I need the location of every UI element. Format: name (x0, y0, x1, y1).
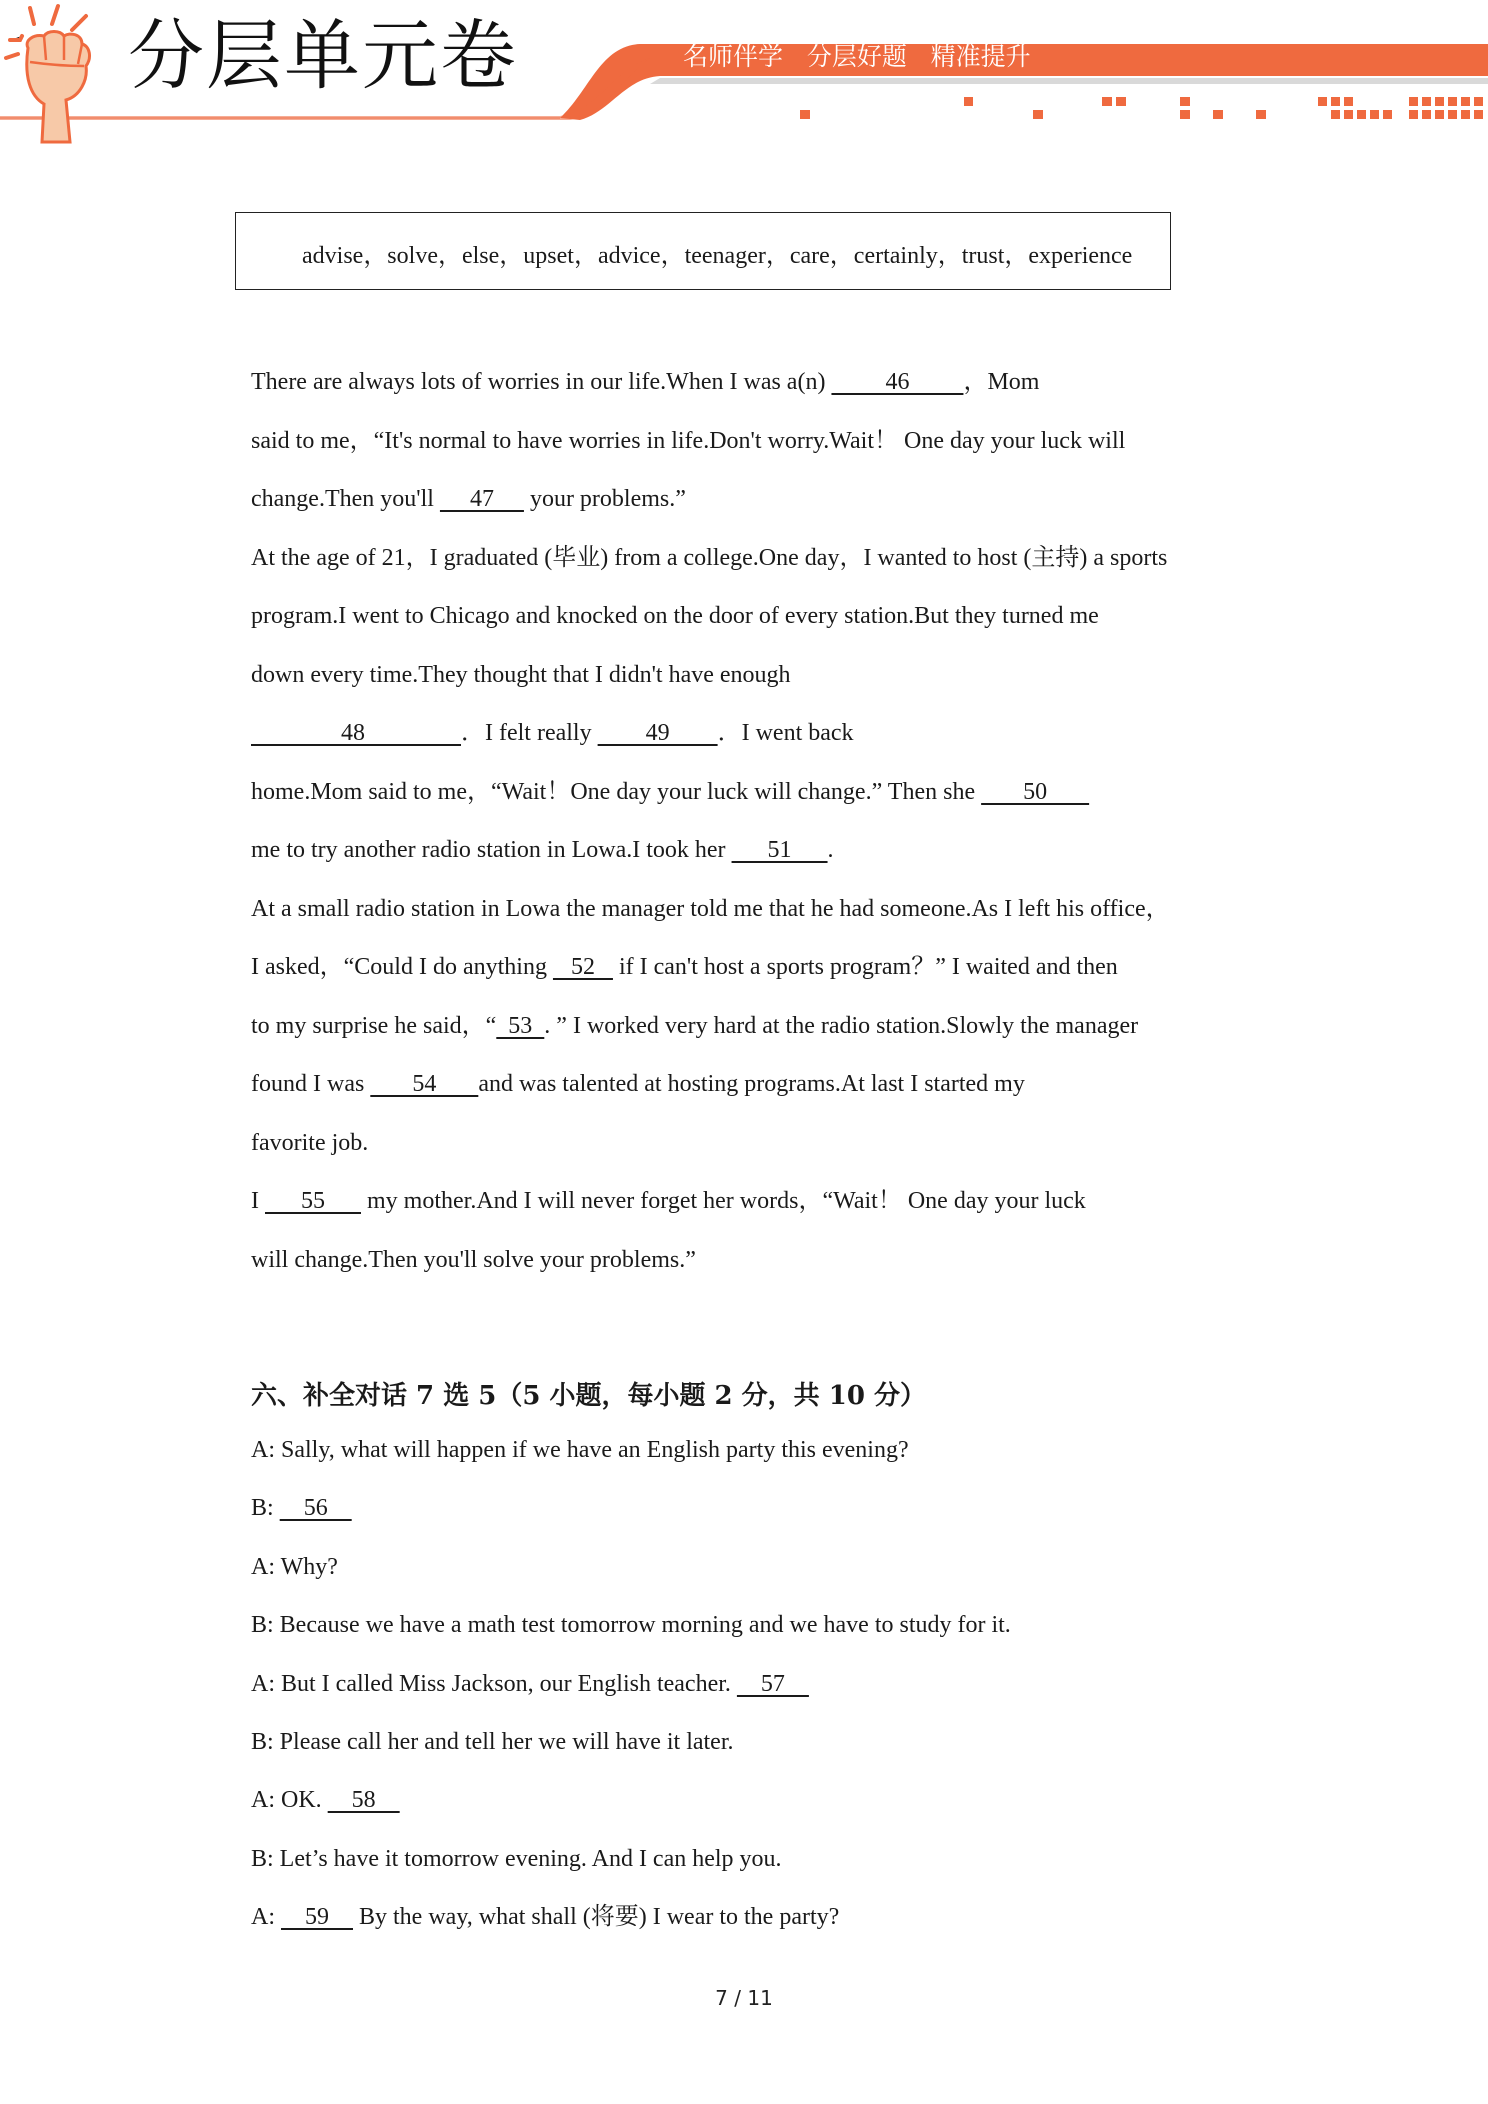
dialogue-line (251, 1780, 1241, 1838)
answer-blank[interactable]: 56 (279, 1495, 352, 1522)
answer-blank[interactable]: 52 (552, 954, 613, 980)
section-title: 六、补全对话 7 选 5（5 小题，每小题 2 分，共 10 分） (251, 1381, 926, 1411)
passage-line (251, 421, 1241, 480)
answer-blank[interactable]: 46 (831, 369, 964, 395)
passage-line (251, 1240, 1241, 1299)
text-segment: There are always lots of worries in our life.When I was a(n) (251, 369, 832, 395)
text-segment: A: (251, 1904, 281, 1931)
fist-icon (6, 6, 89, 142)
passage-line (251, 362, 1241, 421)
text-segment: your problems.” (523, 486, 686, 512)
text-segment: B: (251, 1495, 280, 1522)
dialogue-line (251, 1488, 1241, 1546)
text-segment: I asked，“Could I do anything (251, 954, 553, 980)
answer-blank[interactable]: 51 (731, 837, 828, 863)
passage-line (251, 772, 1241, 831)
dialogue-line (251, 1547, 1241, 1605)
passage-line (251, 1064, 1241, 1123)
text-segment: A: Why? (251, 1553, 338, 1580)
answer-blank[interactable]: 48 (251, 720, 461, 746)
header-slogan: 名师伴学 分层好题 精准提升 (683, 42, 1031, 71)
text-segment: if I can't host a sports program？” I waited and then (612, 954, 1118, 980)
passage-line (251, 1181, 1241, 1240)
passage-line (251, 655, 1241, 714)
passage-line (251, 596, 1241, 655)
text-segment: ．I went back (717, 720, 854, 746)
text-segment: At a small radio station in Lowa the manager told me that he had someone.As I left his office， (251, 895, 1170, 922)
answer-blank[interactable]: 58 (327, 1787, 400, 1814)
passage-line (251, 947, 1241, 1006)
text-segment: . ” I worked very hard at the radio station.Slowly the manager (544, 1012, 1139, 1039)
answer-blank[interactable]: 54 (370, 1071, 479, 1097)
passage-line (251, 1006, 1241, 1065)
answer-blank[interactable]: 57 (736, 1670, 809, 1697)
text-segment: and was talented at hosting programs.At last I started my (478, 1071, 1025, 1097)
passage-line (251, 1123, 1241, 1182)
text-segment: At the age of 21，I graduated (毕业) from a college.One day，I wanted to host (主持) a sports (251, 544, 1168, 571)
answer-blank[interactable]: 47 (439, 486, 524, 512)
text-segment: By the way, what shall (将要) I wear to the party? (353, 1904, 840, 1931)
text-segment: said to me，“It's normal to have worries in life.Don't worry.Wait！ One day your luck will (251, 427, 1126, 454)
text-segment: . (827, 837, 834, 863)
dialogue-line (251, 1897, 1241, 1955)
text-segment: I (251, 1188, 265, 1214)
text-segment: down every time.They thought that I didn't have enough (251, 661, 791, 688)
text-segment: A: But I called Miss Jackson, our English teacher. (251, 1670, 737, 1697)
dialogue-line (251, 1605, 1241, 1663)
text-segment: ，Mom (963, 369, 1040, 395)
passage-line (251, 538, 1241, 597)
text-segment: B: Let’s have it tomorrow evening. And I can help you. (251, 1845, 782, 1872)
answer-blank[interactable]: 50 (981, 778, 1090, 805)
dialogue-section (251, 1430, 1241, 1956)
dialogue-line (251, 1722, 1241, 1780)
answer-blank[interactable]: 53 (496, 1012, 545, 1039)
word-bank-text: advise，solve，else，upset，advice，teenager，care，certainly，trust，experience (302, 243, 1133, 269)
text-segment: found I was (251, 1071, 371, 1097)
dialogue-line (251, 1664, 1241, 1722)
text-segment: A: OK. (251, 1787, 328, 1814)
page-header (0, 0, 1488, 150)
text-segment: B: Please call her and tell her we will have it later. (251, 1728, 734, 1755)
dialogue-line (251, 1839, 1241, 1897)
text-segment: will change.Then you'll solve your problems.” (251, 1246, 696, 1273)
passage-line (251, 479, 1241, 538)
answer-blank[interactable]: 55 (265, 1188, 361, 1214)
text-segment: change.Then you'll (251, 486, 440, 512)
text-segment: to my surprise he said，“ (251, 1012, 497, 1039)
answer-blank[interactable]: 59 (281, 1904, 353, 1931)
text-segment: B: Because we have a math test tomorrow morning and we have to study for it. (251, 1612, 1011, 1639)
text-segment: ．I felt really (461, 720, 598, 746)
word-bank-box (235, 212, 1171, 290)
answer-blank[interactable]: 49 (597, 720, 718, 746)
text-segment: home.Mom said to me，“Wait！One day your luck will change.” Then she (251, 778, 982, 805)
text-segment: me to try another radio station in Lowa.I took her (251, 837, 732, 863)
passage-line (251, 889, 1241, 948)
text-segment: A: Sally, what will happen if we have an English party this evening? (251, 1437, 909, 1463)
page-indicator: 7 / 11 (715, 1986, 773, 2010)
dialogue-line (251, 1430, 1241, 1488)
text-segment: favorite job. (251, 1129, 369, 1156)
text-segment: my mother.And I will never forget her words，“Wait！ One day your luck (361, 1188, 1086, 1214)
brand-title: 分层单元卷 (128, 11, 518, 100)
passage-line (251, 830, 1241, 889)
cloze-passage (251, 362, 1241, 1298)
text-segment: program.I went to Chicago and knocked on the door of every station.But they turned me (251, 603, 1099, 629)
passage-line (251, 713, 1241, 772)
